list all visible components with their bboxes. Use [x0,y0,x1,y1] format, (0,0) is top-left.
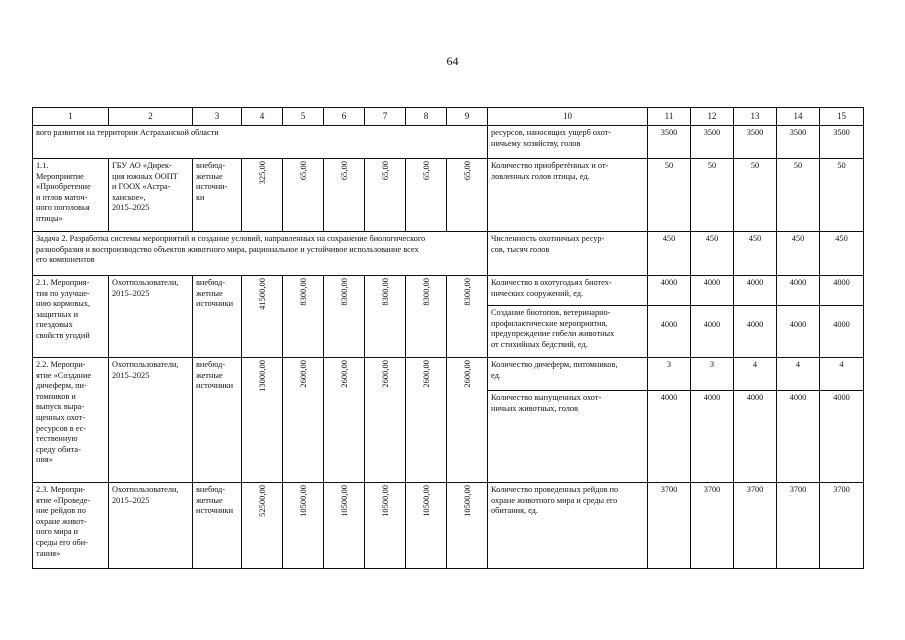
value-cell: 4000 [691,306,734,358]
funding-source: внебюд- жетные источники [193,276,242,358]
amount-cell: 2600,00 [447,358,488,483]
amount-cell: 65,00 [283,159,324,232]
indicator-cell: Создание биотопов, ветеринарно- профилактические мероприятия, предупреждение гибели животных от стихийных бедствий, ед. [488,306,648,358]
amount-cell: 2600,00 [365,358,406,483]
value-cell: 4000 [648,391,691,483]
amount-cell: 8300,00 [324,276,365,358]
value-cell: 450 [691,232,734,276]
funding-source: внебюд- жетные источники [193,358,242,483]
measure-name: 2.3. Меропри- ятие «Проведе- ние рейдов по охране живот- ного мира и среды его оби- тания» [33,483,109,569]
indicator-cell: Количество приобретённых и от- ловленных голов птицы, ед. [488,159,648,232]
header-cell: 11 [648,108,691,126]
amount-cell: 41500,00 [242,276,283,358]
amount-cell: 65,00 [406,159,447,232]
value-cell: 4000 [734,276,777,306]
amount-cell: 8300,00 [406,276,447,358]
value-cell: 3500 [820,126,864,159]
header-cell: 7 [365,108,406,126]
value-cell: 3500 [777,126,820,159]
value-cell: 450 [648,232,691,276]
amount-cell: 2600,00 [406,358,447,483]
task-heading: Задача 2. Разработка системы мероприятий и создание условий, направленных на сохранение биологического разнообразия и воспроизводство объектов животного мира, рациональное и устойчивое использование всех его компонентов [33,232,488,276]
page-number: 64 [446,54,459,68]
header-cell: 4 [242,108,283,126]
value-cell: 3 [648,358,691,391]
header-cell: 14 [777,108,820,126]
continuation-text: вого развития на территории Астраханской области [33,126,488,159]
indicator-cell: Количество дичеферм, питомников, ед. [488,358,648,391]
value-cell: 4000 [777,306,820,358]
indicator-cell: Количество проведенных рейдов по охране животного мира и среды его обитания, ед. [488,483,648,569]
indicator-cell: Количество в охотугодьях биотех- нических сооружений, ед. [488,276,648,306]
table-row [33,276,864,306]
value-cell: 4 [777,358,820,391]
executor-cell: Охотпользователи, 2015–2025 [109,358,193,483]
executor-cell: Охотпользователи, 2015–2025 [109,276,193,358]
header-cell: 3 [193,108,242,126]
value-cell: 3700 [691,483,734,569]
value-cell: 4000 [777,391,820,483]
value-cell: 4000 [648,306,691,358]
value-cell: 450 [734,232,777,276]
header-cell: 13 [734,108,777,126]
amount-cell: 65,00 [447,159,488,232]
value-cell: 50 [820,159,864,232]
header-cell: 6 [324,108,365,126]
indicator-cell: Количество выпущенных охот- ничьих животных, голов [488,391,648,483]
amount-cell: 10500,00 [324,483,365,569]
funding-source: внебюд- жетные источники [193,483,242,569]
amount-cell: 13000,00 [242,358,283,483]
amount-cell: 8300,00 [447,276,488,358]
value-cell: 450 [820,232,864,276]
indicator-cell: ресурсов, наносящих ущерб охот- ничьему хозяйству, голов [488,126,648,159]
measure-name: 2.1. Мероприя- тия по улучше- нию кормовых, защитных и гнездовых свойств угодий [33,276,109,358]
table-row [33,358,864,391]
amount-cell: 10500,00 [406,483,447,569]
table-row [33,126,864,159]
amount-cell: 2600,00 [283,358,324,483]
value-cell: 50 [648,159,691,232]
header-cell: 9 [447,108,488,126]
measure-name: 2.2. Меропри- ятие «Создание дичеферм, пи- томников и выпуск выра- щенных охот- ресурсов в ес- тественную среду обита- ния» [33,358,109,483]
value-cell: 50 [777,159,820,232]
amount-cell: 10500,00 [283,483,324,569]
header-cell: 8 [406,108,447,126]
value-cell: 4000 [691,276,734,306]
table-row [33,483,864,569]
value-cell: 4 [820,358,864,391]
value-cell: 3500 [734,126,777,159]
value-cell: 3 [691,358,734,391]
value-cell: 4000 [820,391,864,483]
measure-name: 1.1. Мероприятие «Приобретение и отлов маточ- ного поголовья птицы» [33,159,109,232]
header-cell: 1 [33,108,109,126]
value-cell: 50 [734,159,777,232]
header-cell: 5 [283,108,324,126]
value-cell: 3500 [648,126,691,159]
amount-cell: 325,00 [242,159,283,232]
amount-cell: 8300,00 [283,276,324,358]
funding-source: внебюд- жетные источни- ки [193,159,242,232]
table-row [33,159,864,232]
indicator-cell: Численность охотничьих ресур- сов, тысяч голов [488,232,648,276]
amount-cell: 10500,00 [365,483,406,569]
value-cell: 50 [691,159,734,232]
header-cell: 12 [691,108,734,126]
value-cell: 3700 [734,483,777,569]
value-cell: 3700 [648,483,691,569]
header-cell: 15 [820,108,864,126]
value-cell: 4000 [734,306,777,358]
value-cell: 3500 [691,126,734,159]
amount-cell: 52500,00 [242,483,283,569]
executor-cell: ГБУ АО «Дирек- ция южных ООПТ и ГООХ «Астра- ханское», 2015–2025 [109,159,193,232]
header-row [33,108,864,126]
value-cell: 4000 [734,391,777,483]
value-cell: 4000 [820,276,864,306]
value-cell: 4 [734,358,777,391]
amount-cell: 10500,00 [447,483,488,569]
amount-cell: 8300,00 [365,276,406,358]
amount-cell: 65,00 [365,159,406,232]
value-cell: 3700 [777,483,820,569]
header-cell: 10 [488,108,648,126]
executor-cell: Охотпользователи, 2015–2025 [109,483,193,569]
value-cell: 450 [777,232,820,276]
value-cell: 4000 [691,391,734,483]
program-table [32,107,864,569]
value-cell: 3700 [820,483,864,569]
amount-cell: 65,00 [324,159,365,232]
value-cell: 4000 [820,306,864,358]
header-cell: 2 [109,108,193,126]
table-row [33,232,864,276]
amount-cell: 2600,00 [324,358,365,483]
value-cell: 4000 [648,276,691,306]
value-cell: 4000 [777,276,820,306]
